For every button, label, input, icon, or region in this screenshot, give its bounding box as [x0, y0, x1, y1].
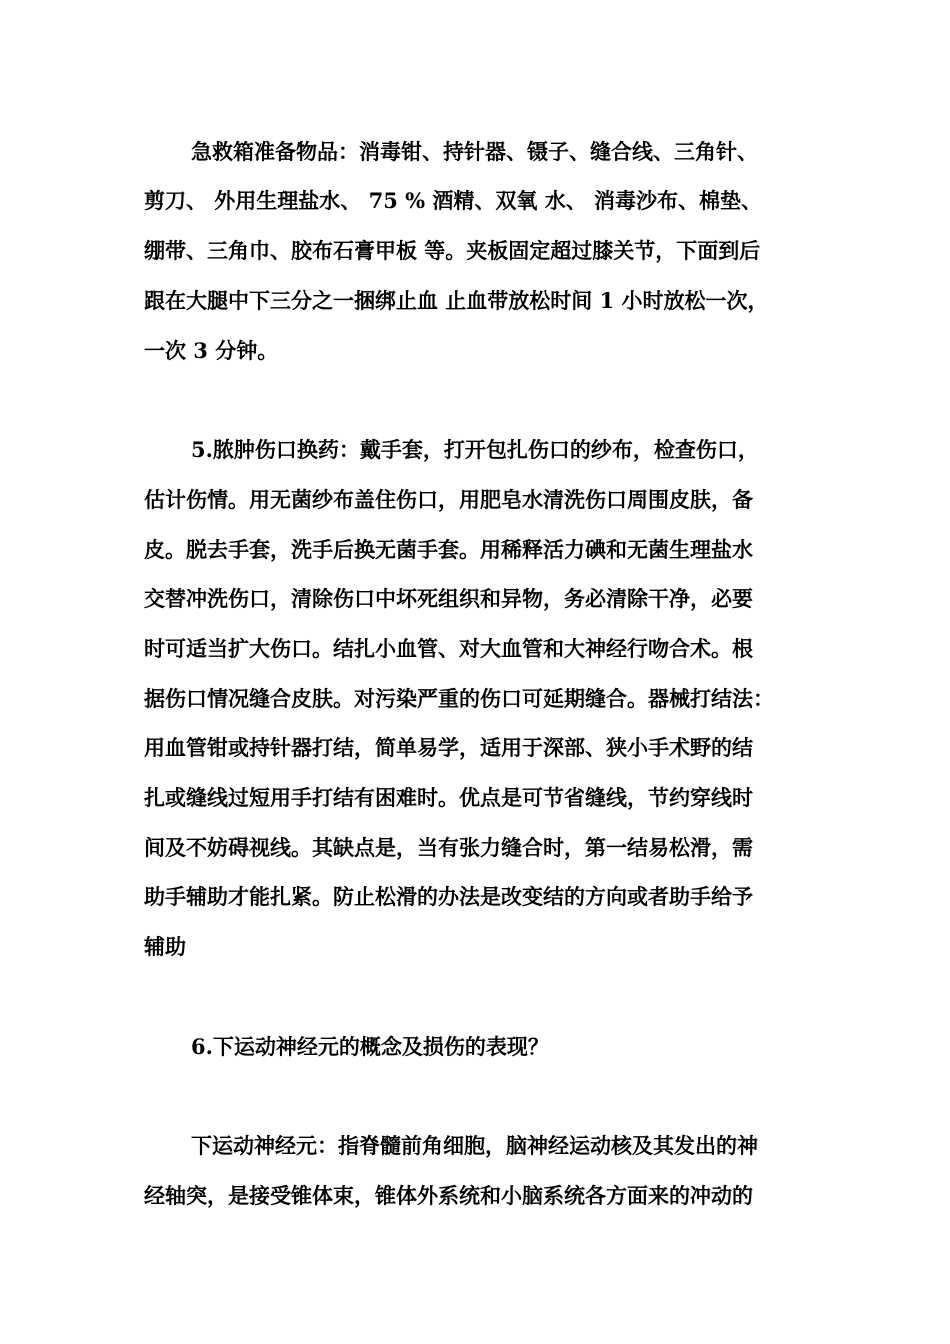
paragraph-line: 经轴突，是接受锥体束，锥体外系统和小脑系统各方面来的冲动的: [144, 1183, 753, 1208]
paragraph-line: 急救箱准备物品：消毒钳、持针器、镊子、缝合线、三角针、: [191, 139, 758, 164]
section-heading-5: 5.脓肿伤口换药：戴手套，打开包扎伤口的纱布，检查伤口，: [191, 437, 759, 462]
paragraph-line: 据伤口情况缝合皮肤。对污染严重的伤口可延期缝合。器械打结法：: [144, 686, 774, 711]
paragraph-line: 时可适当扩大伤口。结扎小血管、对大血管和大神经行吻合术。根: [144, 636, 753, 661]
paragraph-line: 助手辅助才能扎紧。防止松滑的办法是改变结的方向或者助手给予: [144, 884, 753, 909]
paragraph-line: 绷带、三角巾、胶布石膏甲板 等。夹板固定超过膝关节，下面到后: [144, 238, 761, 263]
paragraph-line: 用血管钳或持针器打结，简单易学，适用于深部、狭小手术野的结: [144, 735, 753, 760]
paragraph-line: 辅助: [144, 934, 186, 959]
paragraph-line: 扎或缝线过短用手打结有困难时。优点是可节省缝线，节约穿线时: [144, 785, 753, 810]
paragraph-line: 估计伤情。用无菌纱布盖住伤口，用肥皂水清洗伤口周围皮肤，备: [144, 487, 753, 512]
paragraph-line: 皮。脱去手套，洗手后换无菌手套。用稀释活力碘和无菌生理盐水: [144, 537, 753, 562]
paragraph-line: 间及不妨碍视线。其缺点是，当有张力缝合时，第一结易松滑，需: [144, 835, 753, 860]
paragraph-line: 剪刀、 外用生理盐水、 75 % 酒精、双氧 水、 消毒沙布、棉垫、: [144, 188, 763, 213]
paragraph-line: 一次 3 分钟。: [144, 338, 279, 363]
paragraph-line: 下运动神经元：指脊髓前角细胞，脑神经运动核及其发出的神: [191, 1133, 758, 1158]
section-heading-6: 6.下运动神经元的概念及损伤的表现？: [191, 1034, 549, 1059]
paragraph-line: 交替冲洗伤口，清除伤口中坏死组织和异物，务必清除干净，必要: [144, 586, 753, 611]
paragraph-line: 跟在大腿中下三分之一捆绑止血 止血带放松时间 1 小时放松一次，: [144, 288, 769, 313]
